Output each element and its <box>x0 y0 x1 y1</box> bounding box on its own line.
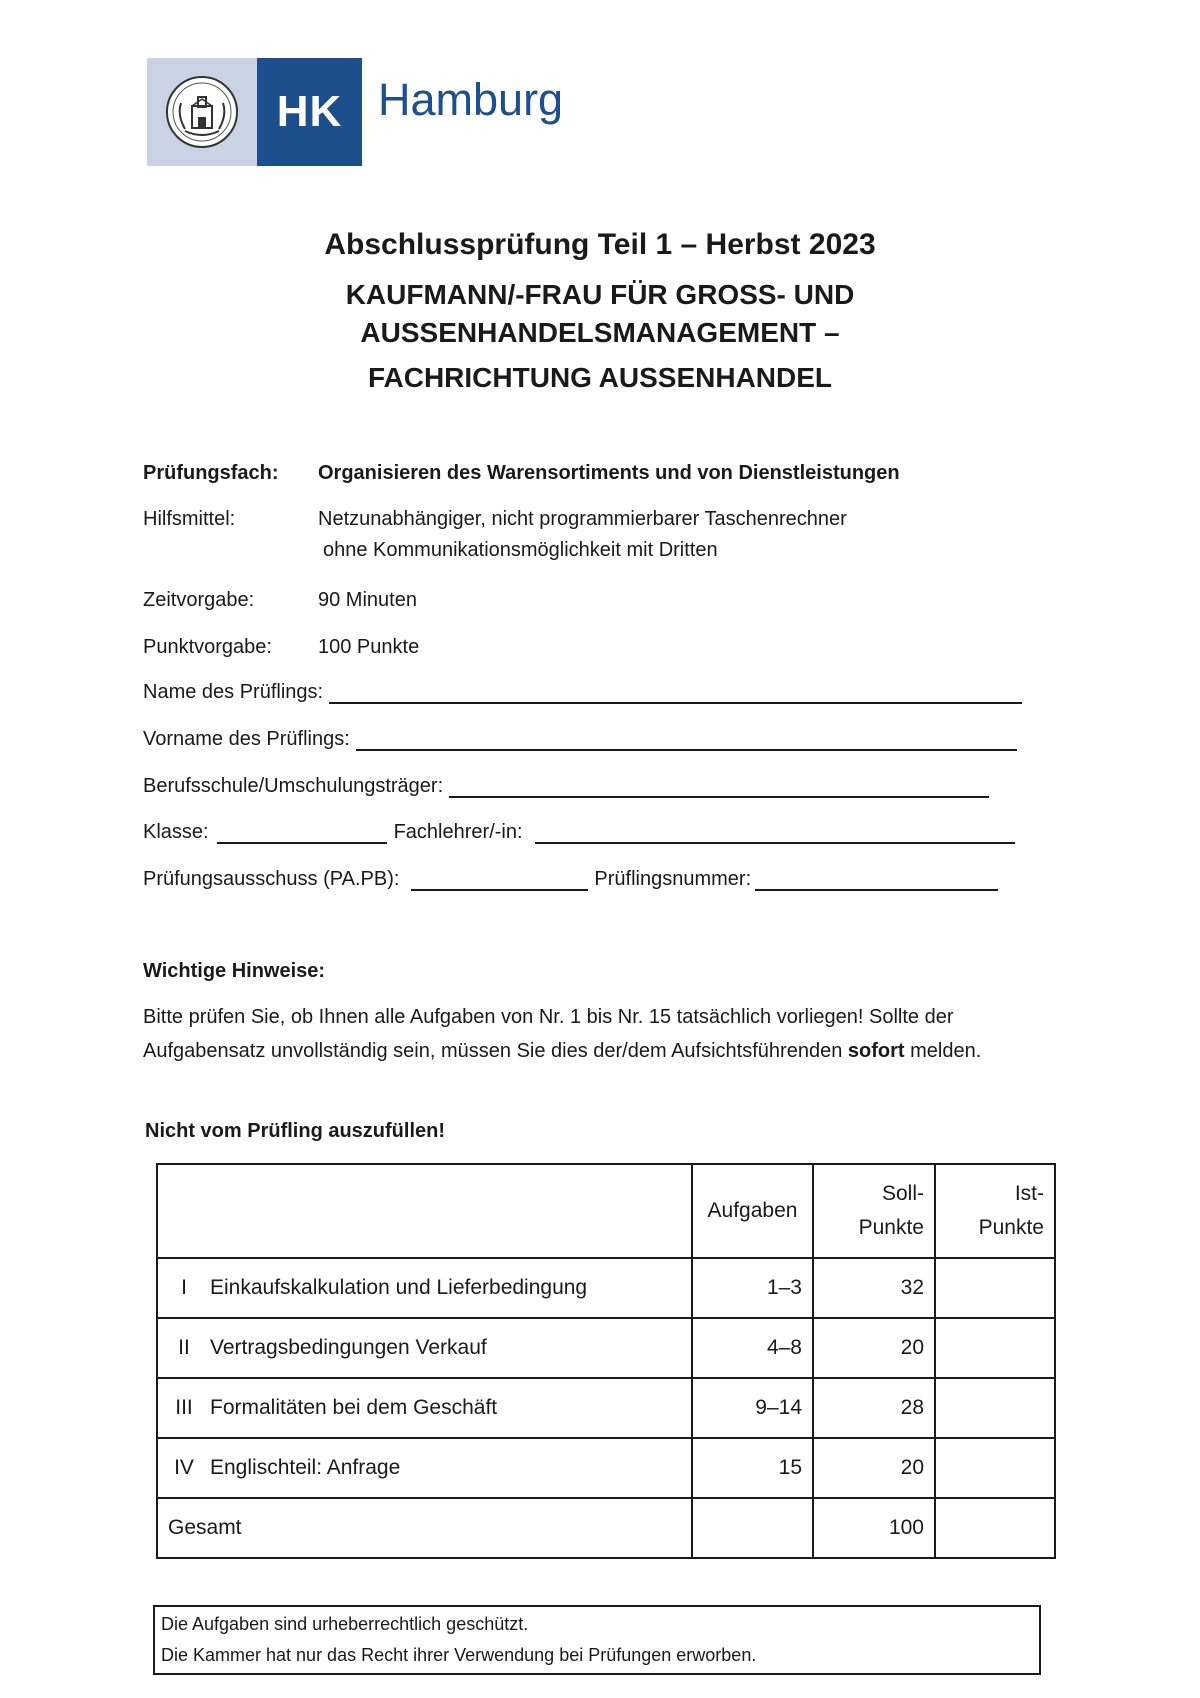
name-field-row <box>143 680 1022 704</box>
teacher-label: Fachlehrer/-in: <box>393 821 523 843</box>
candidate-number-field[interactable] <box>755 867 998 891</box>
notes-text <box>143 1000 1043 1068</box>
row-tasks: 1–3 <box>692 1258 813 1318</box>
total-actual-points-field[interactable] <box>935 1498 1055 1558</box>
row-section-cell <box>157 1258 692 1318</box>
notes-text-emphasis: sofort <box>847 1040 905 1062</box>
candidate-number-label: Prüflingsnummer: <box>594 868 752 890</box>
teacher-field[interactable] <box>535 820 1015 844</box>
row-target-points: 32 <box>813 1258 935 1318</box>
row-section-cell <box>157 1438 692 1498</box>
row-target-points: 28 <box>813 1378 935 1438</box>
table-row <box>157 1438 1055 1498</box>
school-field-row <box>143 774 989 798</box>
copyright-line-1: Die Aufgaben sind urheberrechtlich geschützt. <box>161 1614 529 1634</box>
row-tasks: 4–8 <box>692 1318 813 1378</box>
exam-title: Abschlussprüfung Teil 1 – Herbst 2023 <box>324 228 876 261</box>
hk-logo <box>147 58 362 166</box>
aids-row <box>143 508 847 562</box>
row-number: III <box>175 1396 193 1419</box>
notes-title: Wichtige Hinweise: <box>143 960 326 982</box>
header-tasks: Aufgaben <box>692 1164 813 1258</box>
profession-title-line-1: KAUFMANN/-FRAU FÜR GROSS- UND <box>345 279 855 310</box>
school-field[interactable] <box>449 774 989 798</box>
time-label: Zeitvorgabe: <box>143 589 255 611</box>
row-section-cell <box>157 1318 692 1378</box>
table-header-row <box>157 1164 1055 1258</box>
row-actual-points-field[interactable] <box>935 1438 1055 1498</box>
copyright-line-2: Die Kammer hat nur das Recht ihrer Verwendung bei Prüfungen erworben. <box>161 1645 757 1665</box>
not-to-fill-note: Nicht vom Prüfling auszufüllen! <box>145 1120 446 1142</box>
row-actual-points-field[interactable] <box>935 1318 1055 1378</box>
class-teacher-row <box>143 820 1015 844</box>
notes-text-part-1: Bitte prüfen Sie, ob Ihnen alle Aufgaben von Nr. 1 bis Nr. 15 tatsächlich vorliegen! Sollte der Aufgabensatz unvollständig sein, müssen Sie dies der/dem Aufsichtsführenden <box>143 1006 954 1062</box>
copyright-notice <box>153 1605 1041 1675</box>
header-target-points <box>813 1164 935 1258</box>
committee-number-row <box>143 867 998 891</box>
points-row <box>143 636 419 659</box>
row-number: IV <box>174 1456 194 1479</box>
first-name-field[interactable] <box>356 727 1017 751</box>
name-field[interactable] <box>329 680 1022 704</box>
row-number: I <box>181 1276 187 1299</box>
aids-value-line-2: ohne Kommunikationsmöglichkeit mit Dritten <box>323 539 718 561</box>
logo-city: Hamburg <box>378 74 564 125</box>
logo-badge: HK <box>257 58 362 166</box>
table-row <box>157 1378 1055 1438</box>
row-tasks: 15 <box>692 1438 813 1498</box>
class-label: Klasse: <box>143 821 209 843</box>
table-total-row <box>157 1498 1055 1558</box>
time-value: 90 Minuten <box>318 589 417 611</box>
notes-text-part-2: melden. <box>910 1040 982 1062</box>
hamburg-seal-icon <box>147 58 257 166</box>
document-title <box>0 228 1200 394</box>
header-target-line-2: Punkte <box>858 1216 924 1239</box>
profession-title-line-2: AUSSENHANDELSMANAGEMENT – <box>360 317 840 348</box>
subject-row <box>143 462 900 485</box>
row-number: II <box>178 1336 190 1359</box>
header-actual-line-1: Ist- <box>1014 1182 1044 1205</box>
row-target-points: 20 <box>813 1438 935 1498</box>
specialization-title: FACHRICHTUNG AUSSENHANDEL <box>367 362 833 393</box>
points-label: Punktvorgabe: <box>143 636 272 658</box>
header-target-line-1: Soll- <box>881 1182 924 1205</box>
name-label: Name des Prüflings: <box>143 681 324 703</box>
row-section-cell <box>157 1378 692 1438</box>
row-label: Vertragsbedingungen Verkauf <box>210 1336 487 1359</box>
total-tasks-empty <box>692 1498 813 1558</box>
first-name-field-row <box>143 727 1017 751</box>
header-actual-points <box>935 1164 1055 1258</box>
header-actual-line-2: Punkte <box>978 1216 1044 1239</box>
header-empty-cell <box>157 1164 692 1258</box>
row-actual-points-field[interactable] <box>935 1258 1055 1318</box>
row-tasks: 9–14 <box>692 1378 813 1438</box>
score-table <box>156 1163 1056 1559</box>
first-name-label: Vorname des Prüflings: <box>143 728 350 750</box>
aids-value <box>318 508 847 562</box>
subject-value: Organisieren des Warensortiments und von Dienstleistungen <box>318 462 900 484</box>
total-target-points: 100 <box>813 1498 935 1558</box>
committee-field[interactable] <box>411 867 588 891</box>
total-label: Gesamt <box>157 1498 692 1558</box>
row-actual-points-field[interactable] <box>935 1378 1055 1438</box>
table-row <box>157 1318 1055 1378</box>
school-label: Berufsschule/Umschulungsträger: <box>143 775 444 797</box>
time-row <box>143 589 417 612</box>
committee-label: Prüfungsausschuss (PA.PB): <box>143 868 400 890</box>
row-label: Einkaufskalkulation und Lieferbedingung <box>210 1276 588 1299</box>
aids-value-line-1: Netzunabhängiger, nicht programmierbarer Taschenrechner <box>318 508 847 530</box>
aids-label: Hilfsmittel: <box>143 508 236 530</box>
row-label: Formalitäten bei dem Geschäft <box>210 1396 498 1419</box>
points-value: 100 Punkte <box>318 636 420 658</box>
subject-label: Prüfungsfach: <box>143 462 279 484</box>
row-target-points: 20 <box>813 1318 935 1378</box>
table-row <box>157 1258 1055 1318</box>
row-label: Englischteil: Anfrage <box>210 1456 401 1479</box>
profession-title <box>0 276 1200 352</box>
class-field[interactable] <box>217 820 387 844</box>
